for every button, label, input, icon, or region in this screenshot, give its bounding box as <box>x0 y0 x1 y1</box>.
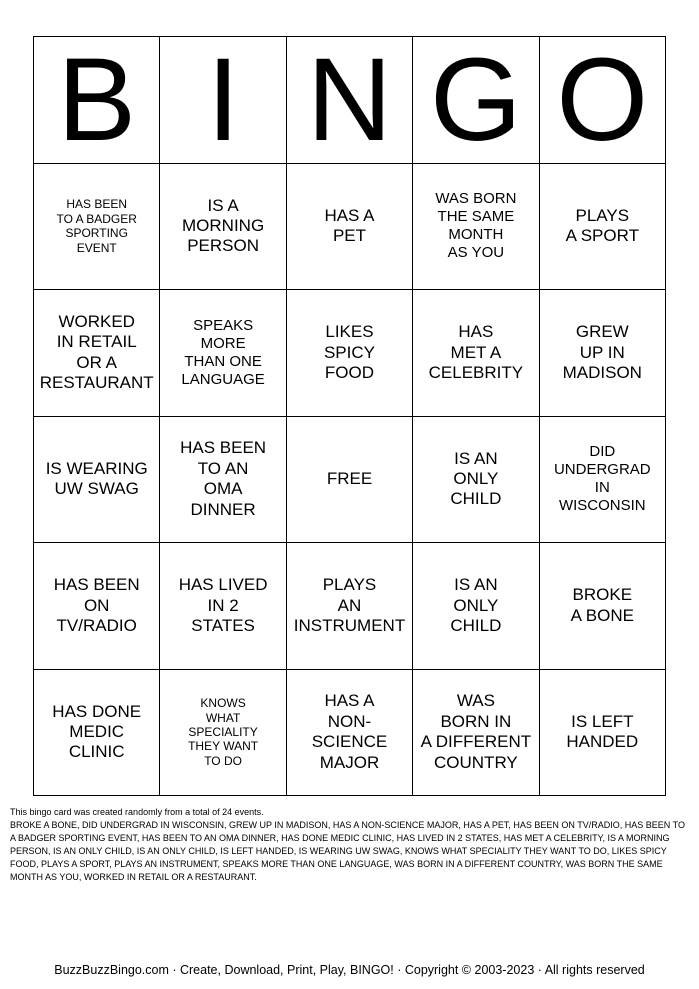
header-letter-g <box>413 37 539 164</box>
bingo-square <box>287 417 413 544</box>
bingo-square-text: HAS BEEN TO A BADGER SPORTING EVENT <box>56 197 137 255</box>
bingo-square <box>413 164 539 291</box>
header-letter: N <box>306 37 393 164</box>
bingo-square <box>34 543 160 670</box>
bingo-square-text: HAS A PET <box>324 205 375 246</box>
bingo-square-text: HAS A NON-SCIENCE MAJOR <box>311 691 388 772</box>
header-letter: I <box>206 37 240 164</box>
header-letter-n <box>287 37 413 164</box>
bingo-square <box>160 164 286 291</box>
bingo-square-text: GREW UP IN MADISON <box>562 322 642 382</box>
card-info-events: BROKE A BONE, DID UNDERGRAD IN WISCONSIN, GREW UP IN MADISON, HAS A NON-SCIENCE MAJOR, HAS A PET, HAS BEEN ON TV/RADIO, HAS BEEN TO A BADGER SPORTING EVENT, HAS BEEN TO AN OMA DINNER, HAS DONE MEDIC CLINIC, HAS LIVED IN 2 STATES, HAS MET A CELEBRITY, IS A MORNING PERSON, IS AN ONLY CHILD, IS AN ONLY CHILD, IS LEFT HANDED, IS WEARING UW SWAG, KNOWS WHAT SPECIALITY THEY WANT TO DO, LIKES SPICY FOOD, PLAYS A SPORT, PLAYS AN INSTRUMENT, SPEAKS MORE THAN ONE LANGUAGE, WAS BORN IN A DIFFERENT COUNTRY, WAS BORN THE SAME MONTH AS YOU, WORKED IN RETAIL OR A RESTAURANT. <box>10 820 685 883</box>
bingo-square <box>160 290 286 417</box>
bingo-square <box>540 164 666 291</box>
header-letter: B <box>57 37 137 164</box>
header-letter: G <box>429 37 522 164</box>
bingo-square <box>287 670 413 797</box>
bingo-square <box>34 164 160 291</box>
bingo-square-text: HAS LIVED IN 2 STATES <box>178 575 268 635</box>
bingo-square <box>413 417 539 544</box>
bingo-square <box>540 670 666 797</box>
bingo-square <box>287 290 413 417</box>
bingo-square-text: KNOWS WHAT SPECIALITY THEY WANT TO DO <box>188 696 259 768</box>
header-letter-i <box>160 37 286 164</box>
bingo-square-text: HAS MET A CELEBRITY <box>428 322 524 382</box>
bingo-square <box>540 543 666 670</box>
bingo-square-text: HAS BEEN ON TV/RADIO <box>53 575 140 635</box>
bingo-square-text: BROKE A BONE <box>570 585 634 625</box>
bingo-square-text: HAS BEEN TO AN OMA DINNER <box>180 438 267 519</box>
bingo-square-text: IS A MORNING PERSON <box>182 195 265 256</box>
bingo-square <box>34 670 160 797</box>
bingo-square <box>413 290 539 417</box>
card-info-summary: This bingo card was created randomly from a total of 24 events. <box>10 807 264 817</box>
bingo-square-text: IS WEARING UW SWAG <box>45 458 148 499</box>
bingo-square-text: PLAYS A SPORT <box>565 205 639 246</box>
bingo-square-text: HAS DONE MEDIC CLINIC <box>52 701 142 762</box>
bingo-square-text: WAS BORN IN A DIFFERENT COUNTRY <box>420 691 532 772</box>
bingo-square-text: FREE <box>326 469 373 489</box>
bingo-square-text: SPEAKS MORE THAN ONE LANGUAGE <box>181 316 265 388</box>
bingo-square <box>160 670 286 797</box>
bingo-square-text: WORKED IN RETAIL OR A RESTAURANT <box>39 311 154 393</box>
bingo-square-text: IS AN ONLY CHILD <box>450 448 502 509</box>
header-letter-b <box>34 37 160 164</box>
bingo-square-text: LIKES SPICY FOOD <box>323 322 375 382</box>
bingo-square-text: IS LEFT HANDED <box>566 711 639 752</box>
bingo-square <box>287 164 413 291</box>
bingo-square <box>34 290 160 417</box>
bingo-square-text: DID UNDERGRAD IN WISCONSIN <box>553 443 651 515</box>
page-footer: BuzzBuzzBingo.com · Create, Download, Print, Play, BINGO! · Copyright © 2003-2023 · All rights reserved <box>54 963 645 977</box>
header-letter-o <box>540 37 666 164</box>
bingo-square <box>287 543 413 670</box>
bingo-square <box>413 543 539 670</box>
bingo-square-text: PLAYS AN INSTRUMENT <box>293 575 406 635</box>
bingo-square <box>413 670 539 797</box>
bingo-square <box>540 290 666 417</box>
bingo-square <box>160 543 286 670</box>
bingo-square <box>540 417 666 544</box>
bingo-square <box>160 417 286 544</box>
bingo-square <box>34 417 160 544</box>
bingo-square-text: IS AN ONLY CHILD <box>450 575 502 635</box>
bingo-square-text: WAS BORN THE SAME MONTH AS YOU <box>435 190 517 262</box>
card-info <box>10 806 690 884</box>
header-letter: O <box>556 37 649 164</box>
bingo-card <box>33 36 666 796</box>
